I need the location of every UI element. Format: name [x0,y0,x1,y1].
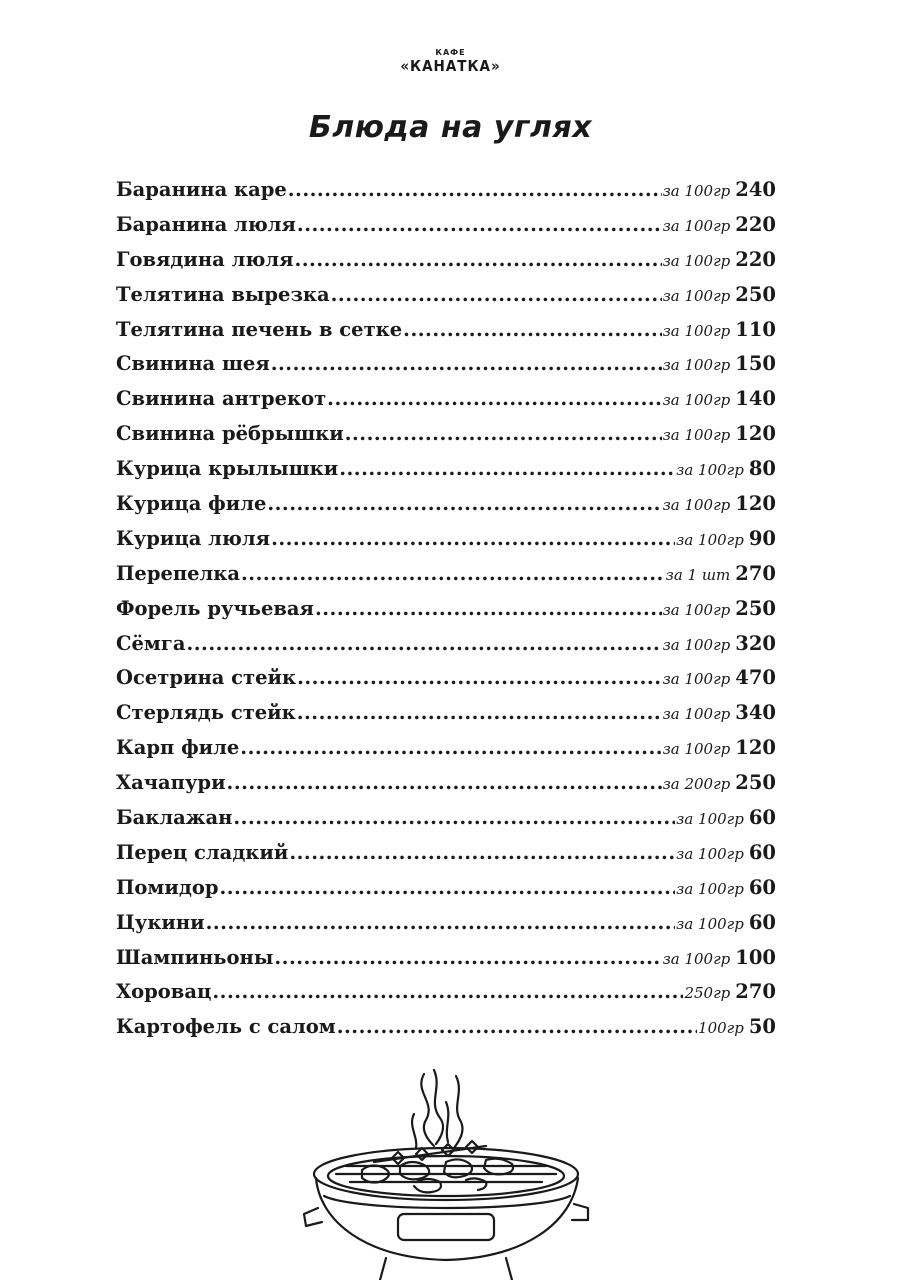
menu-item-price: 110 [735,317,776,341]
menu-item [116,562,776,597]
menu-item-unit: за 100гр [676,914,744,933]
menu-item-unit: за 100гр [662,286,731,305]
menu-item [116,283,776,318]
menu-item-price: 220 [735,212,776,236]
menu-item [116,980,776,1015]
menu-item [116,352,776,387]
dot-leader [186,632,661,655]
menu-item-unit: за 100гр [676,530,744,549]
menu-item-name: Сёмга [116,631,186,655]
menu-item-name: Перец сладкий [116,840,289,864]
grill-icon [296,1062,596,1280]
menu-item-unit: за 100гр [662,740,731,759]
menu-item-unit: за 100гр [662,321,731,340]
menu-item-name: Картофель с салом [116,1015,336,1039]
logo-name: «КАНАТКА» [400,57,501,75]
menu-item-name: Свинина антрекот [116,387,327,411]
page-title: Блюда на углях [308,110,593,145]
menu-item-price: 270 [735,561,776,585]
menu-item [116,1015,776,1050]
menu-item-unit: за 100гр [676,844,744,863]
menu-item-name: Свинина шея [116,352,270,376]
dot-leader [327,387,661,410]
menu-item-unit: за 1 шт [665,565,731,584]
menu-item-price: 250 [735,771,776,795]
dot-leader [233,806,675,829]
menu-item-price: 150 [735,352,776,376]
dot-leader [345,422,662,445]
menu-item-name: Курица люля [116,526,271,550]
menu-item [116,248,776,283]
dot-leader [212,980,683,1003]
menu-item-unit: за 100гр [662,182,731,200]
dot-leader [403,318,661,341]
menu-item-name: Баклажан [116,806,233,830]
menu-item-name: Свинина рёбрышки [116,422,344,446]
menu-item-unit: за 100гр [662,635,731,654]
menu-item [116,771,776,806]
menu-item-name: Форель ручьевая [116,596,314,620]
menu-item-unit: за 100гр [662,391,731,410]
menu-item [116,946,776,981]
menu-item [116,911,776,946]
dot-leader [271,527,675,550]
menu-item-price: 120 [735,736,776,760]
menu-item-name: Цукини [116,910,205,934]
menu-item [116,632,776,667]
menu-item-unit: за 100гр [676,461,744,480]
menu-item [116,701,776,736]
menu-item-price: 60 [748,840,776,864]
menu-item-price: 90 [748,526,776,550]
menu-item [116,422,776,457]
menu-item-price: 240 [735,178,776,201]
dot-leader [271,352,662,375]
dot-leader [297,701,662,724]
dot-leader [240,736,661,759]
menu-item-unit: за 100гр [662,705,731,724]
menu-item-price: 60 [748,875,776,899]
logo-caption: КАФЕ [435,48,466,57]
menu-list [116,178,776,1050]
menu-item [116,387,776,422]
dot-leader [267,492,661,515]
dot-leader [315,597,662,620]
menu-item-unit: за 100гр [662,600,731,619]
menu-item-price: 60 [748,806,776,830]
menu-item-unit: за 100гр [662,949,731,968]
menu-item-unit: за 100гр [676,879,744,898]
menu-item-name: Помидор [116,875,219,899]
menu-item-name: Баранина каре [116,178,287,201]
menu-item-unit: за 100гр [662,426,731,445]
menu-item-unit: за 100гр [676,810,744,829]
menu-item-price: 120 [735,492,776,516]
menu-item [116,806,776,841]
menu-item-name: Курица филе [116,492,267,516]
dot-leader [297,666,662,689]
menu-item-name: Телятина вырезка [116,282,330,306]
dot-leader [297,213,662,236]
menu-item-unit: за 100гр [662,496,731,515]
menu-item [116,841,776,876]
menu-item-unit: 100гр [698,1019,744,1038]
menu-item [116,213,776,248]
menu-item-name: Осетрина стейк [116,666,297,690]
menu-item-name: Курица крылышки [116,457,339,481]
menu-item-unit: за 100гр [662,216,731,235]
menu-item-unit: 250гр [684,984,731,1003]
dot-leader [219,876,675,899]
dot-leader [331,283,662,306]
menu-item [116,318,776,353]
menu-item-name: Хачапури [116,771,226,795]
menu-item-price: 220 [735,247,776,271]
menu-item-unit: за 100гр [662,670,731,689]
menu-item-name: Говядина люля [116,247,294,271]
menu-item-name: Телятина печень в сетке [116,317,403,341]
menu-item-name: Стерлядь стейк [116,701,296,725]
dot-leader [289,841,675,864]
menu-item [116,527,776,562]
menu-item [116,876,776,911]
menu-item [116,492,776,527]
menu-item [116,666,776,701]
menu-item-price: 250 [735,596,776,620]
menu-item-price: 120 [735,422,776,446]
menu-item-price: 270 [735,980,776,1004]
menu-item-price: 100 [735,945,776,969]
menu-item-price: 340 [735,701,776,725]
menu-item-name: Карп филе [116,736,240,760]
menu-item-name: Перепелка [116,561,241,585]
dot-leader [206,911,676,934]
menu-item-price: 250 [735,282,776,306]
dot-leader [241,562,665,585]
dot-leader [274,946,661,969]
cafe-logo [0,48,901,75]
dot-leader [227,771,662,794]
menu-item-price: 320 [735,631,776,655]
menu-item-price: 140 [735,387,776,411]
menu-item-name: Шампиньоны [116,945,274,969]
dot-leader [339,457,675,480]
menu-item-unit: за 100гр [662,251,731,270]
menu-item [116,597,776,632]
menu-item-name: Баранина люля [116,212,296,236]
menu-item-price: 470 [735,666,776,690]
menu-item-name: Хоровац [116,980,212,1004]
menu-item-unit: за 100гр [662,356,731,375]
dot-leader [294,248,661,271]
dot-leader [337,1015,697,1038]
menu-item-price: 80 [748,457,776,481]
dot-leader [288,178,662,201]
menu-item [116,178,776,213]
menu-item-price: 50 [748,1015,776,1039]
menu-item-price: 60 [748,910,776,934]
menu-item-unit: за 200гр [662,775,731,794]
menu-item [116,736,776,771]
menu-item [116,457,776,492]
